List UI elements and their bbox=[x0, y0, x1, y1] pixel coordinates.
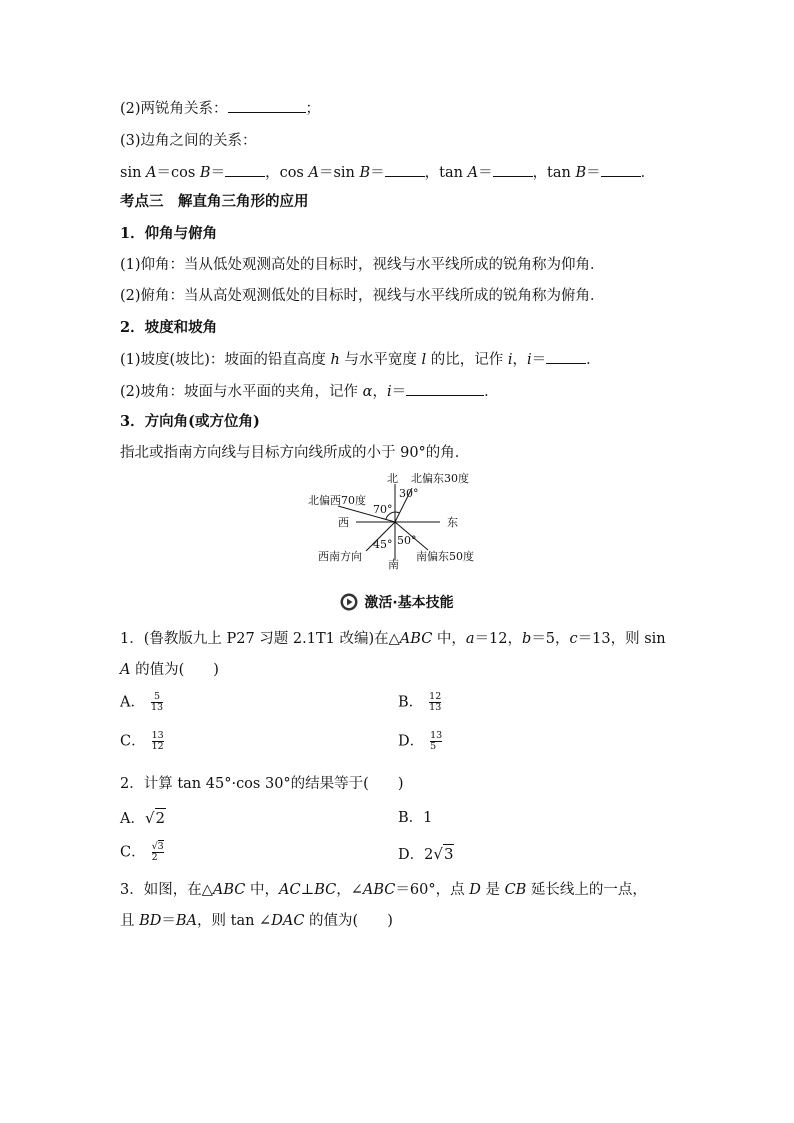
var: ABC bbox=[399, 631, 433, 647]
label-se: 南偏东50度 bbox=[416, 550, 474, 563]
var: BD bbox=[139, 913, 162, 929]
text: ＝ bbox=[210, 165, 226, 181]
denominator: 5 bbox=[430, 741, 442, 752]
var: B bbox=[359, 165, 371, 181]
text: ， bbox=[372, 384, 387, 400]
sqrt: √3 bbox=[433, 845, 454, 863]
text: 且 bbox=[120, 913, 140, 929]
text: ，tan bbox=[424, 165, 468, 181]
var: CB bbox=[504, 882, 527, 898]
radicand: 3 bbox=[443, 845, 454, 863]
text: sin bbox=[120, 165, 147, 181]
var: DAC bbox=[271, 913, 305, 929]
text: 3．如图，在△ bbox=[120, 882, 213, 898]
var: A bbox=[146, 165, 157, 181]
text: ＝ bbox=[531, 352, 547, 368]
text: 的值为( ) bbox=[130, 662, 219, 678]
numerator: 13 bbox=[151, 730, 164, 741]
text: ，∠ bbox=[336, 882, 363, 898]
var: i bbox=[386, 384, 392, 400]
text: ． bbox=[484, 384, 499, 400]
play-circle-icon bbox=[340, 593, 358, 611]
q1-option-a bbox=[120, 692, 163, 713]
option-value: 1 bbox=[423, 810, 433, 826]
var: A bbox=[308, 165, 319, 181]
option-label: C． bbox=[120, 733, 146, 750]
label-west: 西 bbox=[338, 516, 349, 529]
text: 与水平宽度 bbox=[339, 352, 422, 368]
q2-stem: 2．计算 tan 45°·cos 30°的结果等于( ) bbox=[120, 776, 404, 792]
var: B bbox=[575, 165, 587, 181]
text: ＝ bbox=[478, 165, 493, 181]
denominator: 12 bbox=[151, 741, 164, 752]
var: B bbox=[199, 165, 211, 181]
text: ＝ bbox=[161, 913, 176, 929]
label-angle-70: 70° bbox=[373, 503, 393, 516]
var: i bbox=[527, 352, 532, 368]
label-north: 北 bbox=[387, 472, 398, 485]
option-label: B． bbox=[398, 694, 424, 711]
label-sw: 西南方向 bbox=[318, 550, 362, 563]
q3-stem bbox=[120, 880, 647, 900]
angle-arc bbox=[395, 512, 400, 513]
fraction bbox=[151, 692, 163, 713]
q1-option-c bbox=[120, 731, 164, 752]
option-label: B． bbox=[398, 810, 424, 826]
numerator: 12 bbox=[429, 691, 442, 702]
blank bbox=[406, 381, 484, 396]
q1-option-b bbox=[398, 692, 441, 713]
compass-diagram bbox=[300, 468, 500, 570]
var: a bbox=[465, 631, 475, 647]
fraction bbox=[152, 842, 164, 863]
text: ． bbox=[640, 165, 656, 181]
text: ． bbox=[586, 352, 601, 368]
text: ＝60°，点 bbox=[395, 882, 470, 898]
q2-option-b bbox=[398, 808, 432, 828]
var: BC bbox=[314, 882, 337, 898]
radicand: 3 bbox=[157, 841, 164, 852]
label-south: 南 bbox=[388, 558, 399, 570]
section-title bbox=[0, 592, 794, 612]
numerator: √3 bbox=[151, 841, 164, 852]
text: (2)坡角：坡面与水平面的夹角，记作 bbox=[120, 384, 363, 400]
heading-direction-angle: 3．方向角(或方位角) bbox=[120, 413, 260, 430]
text: ，cos bbox=[265, 165, 309, 181]
text: 中， bbox=[432, 631, 466, 647]
text: (1)坡度(坡比)：坡面的铅直高度 bbox=[120, 352, 331, 368]
option-label: D． bbox=[398, 733, 425, 750]
heading-slope: 2．坡度和坡角 bbox=[120, 319, 218, 336]
q2-option-d bbox=[398, 844, 454, 865]
text-slope-angle bbox=[120, 381, 499, 402]
text: ＝ bbox=[370, 165, 385, 181]
text: 1．(鲁教版九上 P27 习题 2.1T1 改编)在△ bbox=[120, 631, 400, 647]
var: A bbox=[120, 662, 131, 678]
text-line-acute-angles bbox=[120, 98, 320, 119]
text: ＝13，则 sin bbox=[577, 631, 666, 647]
var: b bbox=[522, 631, 532, 647]
label-angle-45: 45° bbox=[373, 538, 393, 551]
blank bbox=[385, 162, 425, 177]
text: 是 bbox=[480, 882, 505, 898]
var: D bbox=[469, 882, 481, 898]
text-slope-ratio bbox=[120, 349, 601, 370]
option-label: A． bbox=[120, 694, 145, 711]
text: 的比，记作 bbox=[426, 352, 508, 368]
var: AC bbox=[279, 882, 301, 898]
denominator: 13 bbox=[150, 702, 164, 713]
text: ＝ bbox=[391, 384, 407, 400]
blank bbox=[228, 98, 306, 113]
text-line-side-angle: (3)边角之间的关系： bbox=[120, 133, 257, 149]
q1-stem bbox=[120, 629, 666, 649]
option-label: D． bbox=[398, 847, 425, 863]
q2-option-c bbox=[120, 842, 164, 863]
text-direction-angle-def: 指北或指南方向线与目标方向线所成的小于 90°的角． bbox=[120, 445, 470, 461]
label-angle-50: 50° bbox=[397, 534, 417, 547]
option-label: A． bbox=[120, 811, 145, 827]
blank bbox=[601, 162, 641, 177]
label-east: 东 bbox=[447, 516, 458, 529]
text: ＝12， bbox=[474, 631, 523, 647]
fraction bbox=[430, 731, 442, 752]
text-depression: (2)俯角：当从高处观测低处的目标时，视线与水平线所成的锐角称为俯角． bbox=[120, 288, 605, 304]
var: α bbox=[362, 384, 373, 400]
blank bbox=[225, 162, 265, 177]
var: h bbox=[330, 352, 340, 368]
text: ， bbox=[512, 352, 528, 368]
q3-stem-cont bbox=[120, 911, 393, 931]
blank bbox=[493, 162, 533, 177]
q1-option-d bbox=[398, 731, 442, 752]
label-nw: 北偏西70度 bbox=[308, 494, 366, 507]
numerator: 13 bbox=[430, 730, 443, 741]
text-elevation: (1)仰角：当从低处观测高处的目标时，视线与水平线所成的锐角称为仰角． bbox=[120, 257, 605, 273]
var: A bbox=[467, 165, 479, 181]
label-ne: 北偏东30度 bbox=[411, 472, 469, 485]
q1-stem-cont bbox=[120, 660, 219, 680]
text-line-trig-relations bbox=[120, 162, 655, 183]
var: l bbox=[421, 352, 427, 368]
radicand: 2 bbox=[155, 809, 166, 827]
text: ＝cos bbox=[156, 165, 200, 181]
text: ⊥ bbox=[300, 882, 315, 898]
label-angle-30: 30° bbox=[399, 487, 419, 500]
text: ＝sin bbox=[318, 165, 360, 181]
text: 的值为( ) bbox=[304, 913, 393, 929]
var: ABC bbox=[362, 882, 396, 898]
text: ＝5， bbox=[531, 631, 570, 647]
denominator: 2 bbox=[152, 852, 164, 863]
section-title-text: 激活·基本技能 bbox=[364, 595, 454, 611]
var: ABC bbox=[212, 882, 246, 898]
text: 延长线上的一点， bbox=[526, 882, 647, 898]
text: ； bbox=[305, 101, 321, 117]
var: i bbox=[507, 352, 513, 368]
coefficient: 2 bbox=[424, 847, 434, 863]
text: ＝ bbox=[586, 165, 601, 181]
fraction bbox=[152, 731, 164, 752]
text: 中， bbox=[245, 882, 279, 898]
text: (2)两锐角关系： bbox=[120, 101, 228, 117]
blank bbox=[546, 349, 586, 364]
q2-option-a bbox=[120, 808, 166, 829]
fraction bbox=[429, 692, 441, 713]
text: ，tan bbox=[532, 165, 576, 181]
option-label: C． bbox=[120, 844, 146, 861]
var: BA bbox=[175, 913, 198, 929]
heading-elevation-depression: 1．仰角与俯角 bbox=[120, 225, 218, 242]
var: c bbox=[569, 631, 578, 647]
denominator: 13 bbox=[429, 702, 442, 713]
sqrt: √2 bbox=[144, 809, 166, 827]
text: ，则 tan ∠ bbox=[197, 913, 272, 929]
heading-kaodian-3: 考点三 解直角三角形的应用 bbox=[120, 193, 309, 210]
numerator: 5 bbox=[154, 691, 161, 702]
